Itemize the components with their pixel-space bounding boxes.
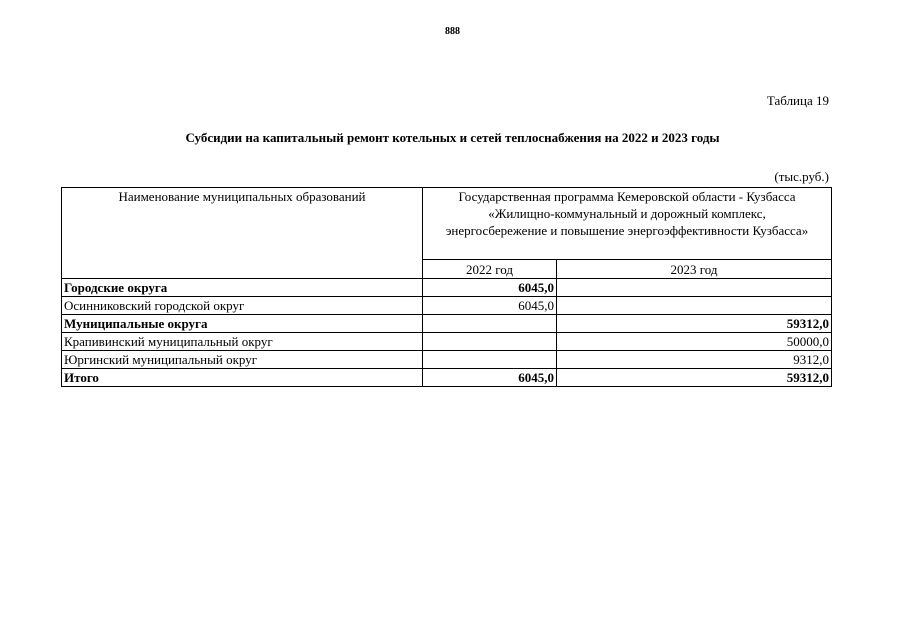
row-name: Муниципальные округа [62,315,423,333]
table-label: Таблица 19 [766,93,829,108]
row-value-2023: 9312,0 [557,351,832,369]
header-municipality: Наименование муниципальных образований [62,188,423,279]
units-label: (тыс.руб.) [774,169,829,184]
row-value-2022: 6045,0 [423,297,557,315]
header-program-line: Государственная программа Кемеровской области - Кузбасса [458,189,796,204]
table-row [62,333,832,351]
table-row [62,369,832,387]
header-year-2023: 2023 год [557,260,832,279]
table-row [62,297,832,315]
row-name: Крапивинский муниципальный округ [62,333,423,351]
row-value-2022 [423,351,557,369]
table-body [62,279,832,387]
row-value-2022: 6045,0 [423,279,557,297]
header-year-2022: 2022 год [423,260,557,279]
document-title: Субсидии на капитальный ремонт котельных и сетей теплоснабжения на 2022 и 2023 годы [185,130,720,145]
row-name: Юргинский муниципальный округ [62,351,423,369]
page-number: 888 [445,26,460,37]
table-row [62,351,832,369]
header-program-line: «Жилищно-коммунальный и дорожный комплекс, [488,206,766,221]
row-name: Осинниковский городской округ [62,297,423,315]
row-value-2023 [557,279,832,297]
table-header-row [62,188,832,260]
header-program [423,188,832,260]
header-program-line: энергосбережение и повышение энергоэффективности Кузбасса» [445,223,809,238]
row-value-2023: 59312,0 [557,369,832,387]
row-value-2022 [423,315,557,333]
row-name: Городские округа [62,279,423,297]
row-value-2023: 50000,0 [557,333,832,351]
subsidy-table [61,187,832,387]
table-row [62,279,832,297]
row-value-2022 [423,333,557,351]
row-value-2023: 59312,0 [557,315,832,333]
row-value-2022: 6045,0 [423,369,557,387]
table-row [62,315,832,333]
row-name: Итого [62,369,423,387]
row-value-2023 [557,297,832,315]
